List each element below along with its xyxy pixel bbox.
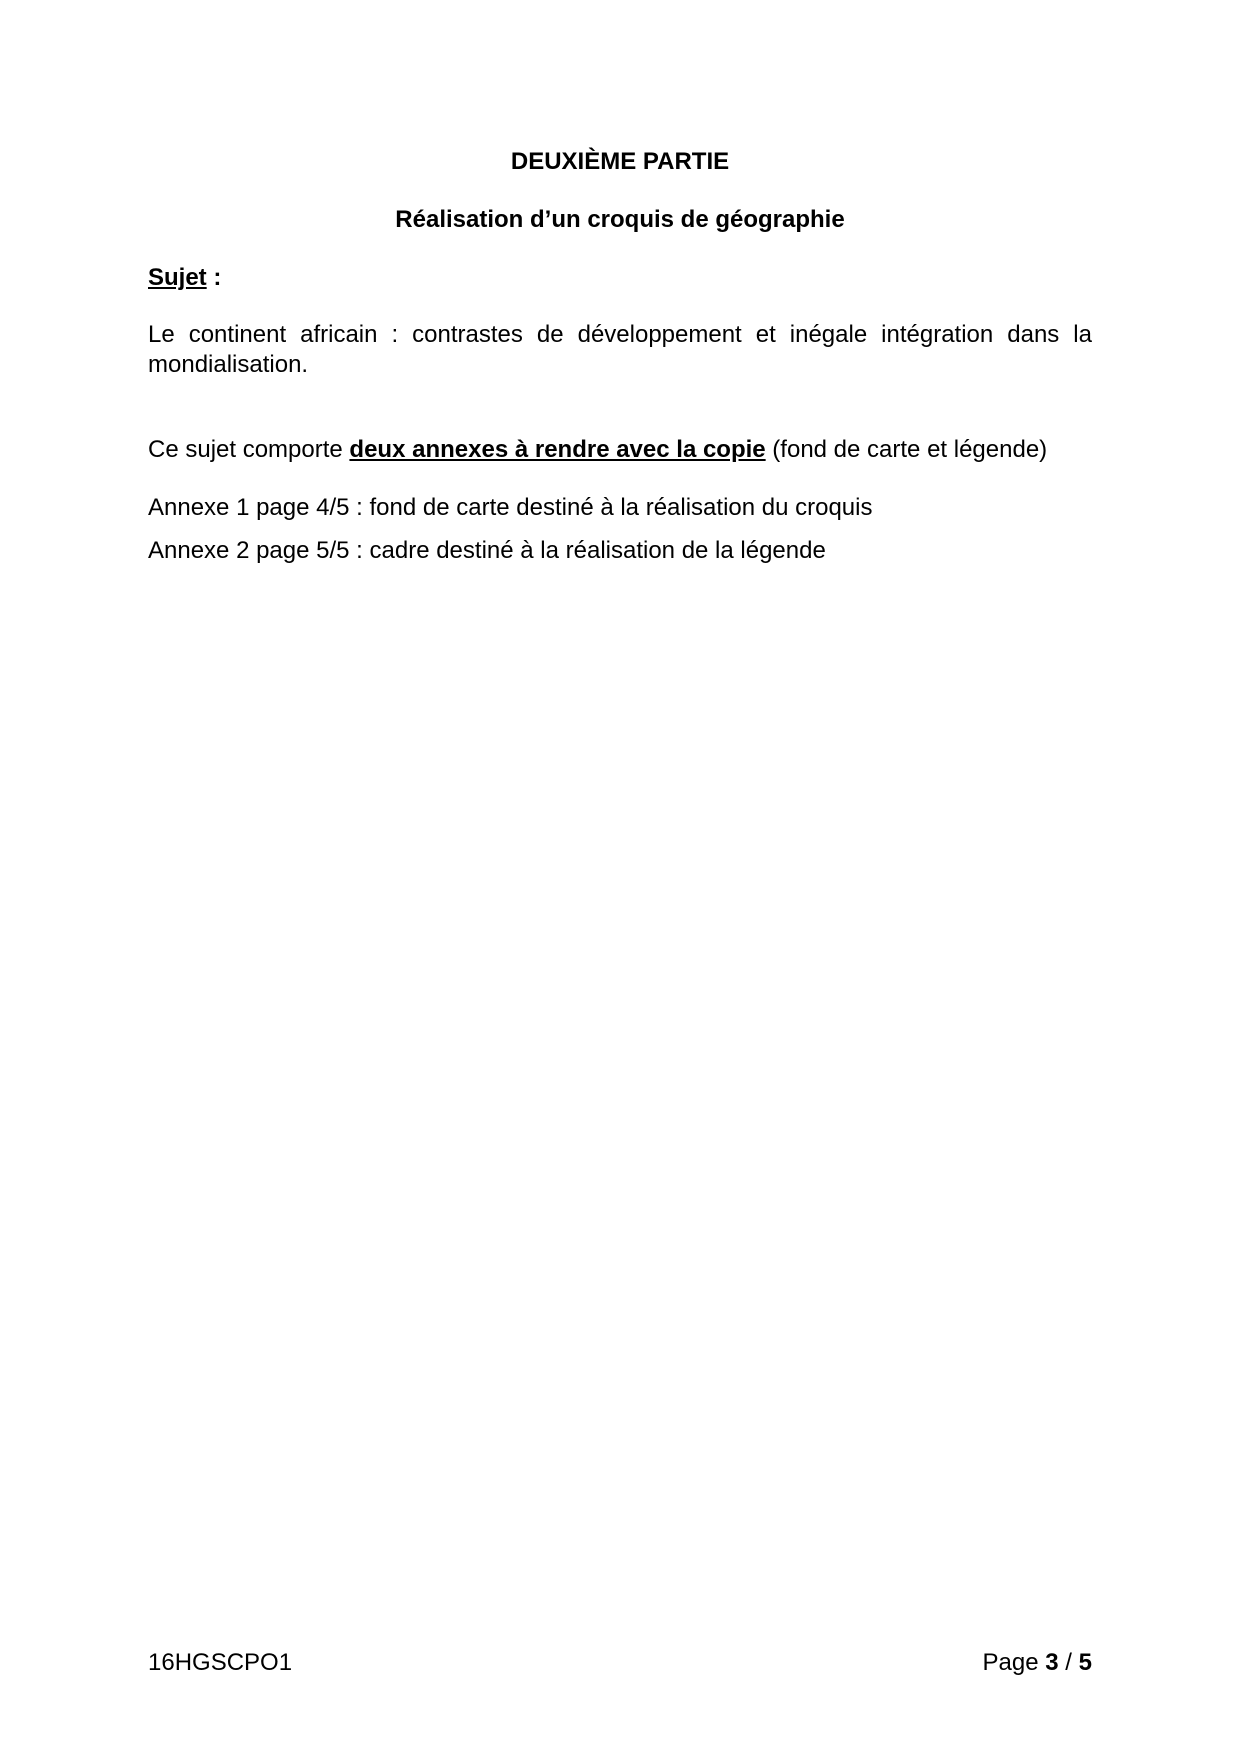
footer-exam-code: 16HGSCPO1	[148, 1649, 293, 1676]
part-subtitle: Réalisation d’un croquis de géographie	[395, 206, 845, 233]
annexes-intro-before: Ce sujet comporte	[148, 436, 350, 463]
sujet-heading	[148, 263, 221, 293]
page-prefix: Page	[982, 1649, 1046, 1676]
annexe-item-1: Annexe 1 page 4/5 : fond de carte destiné à la réalisation du croquis	[148, 494, 873, 521]
sujet-text-line-2: mondialisation.	[148, 351, 309, 378]
sujet-text-line-1: Le continent africain : contrastes de développement et inégale intégration dans la	[148, 321, 1092, 348]
part-title: DEUXIÈME PARTIE	[510, 148, 730, 175]
page-current: 3	[1045, 1649, 1059, 1676]
sujet-text	[148, 320, 1092, 380]
annexes-intro-after: (fond de carte et légende)	[765, 436, 1048, 463]
annexes-intro	[148, 435, 1047, 465]
sujet-label: Sujet	[148, 264, 207, 291]
page-total: 5	[1078, 1649, 1092, 1676]
annexe-item-2: Annexe 2 page 5/5 : cadre destiné à la réalisation de la légende	[148, 537, 826, 564]
annexes-intro-emphasis: deux annexes à rendre avec la copie	[349, 436, 766, 463]
footer-page-number	[983, 1648, 1092, 1678]
page-separator: /	[1058, 1649, 1079, 1676]
sujet-label-suffix: :	[206, 264, 222, 291]
